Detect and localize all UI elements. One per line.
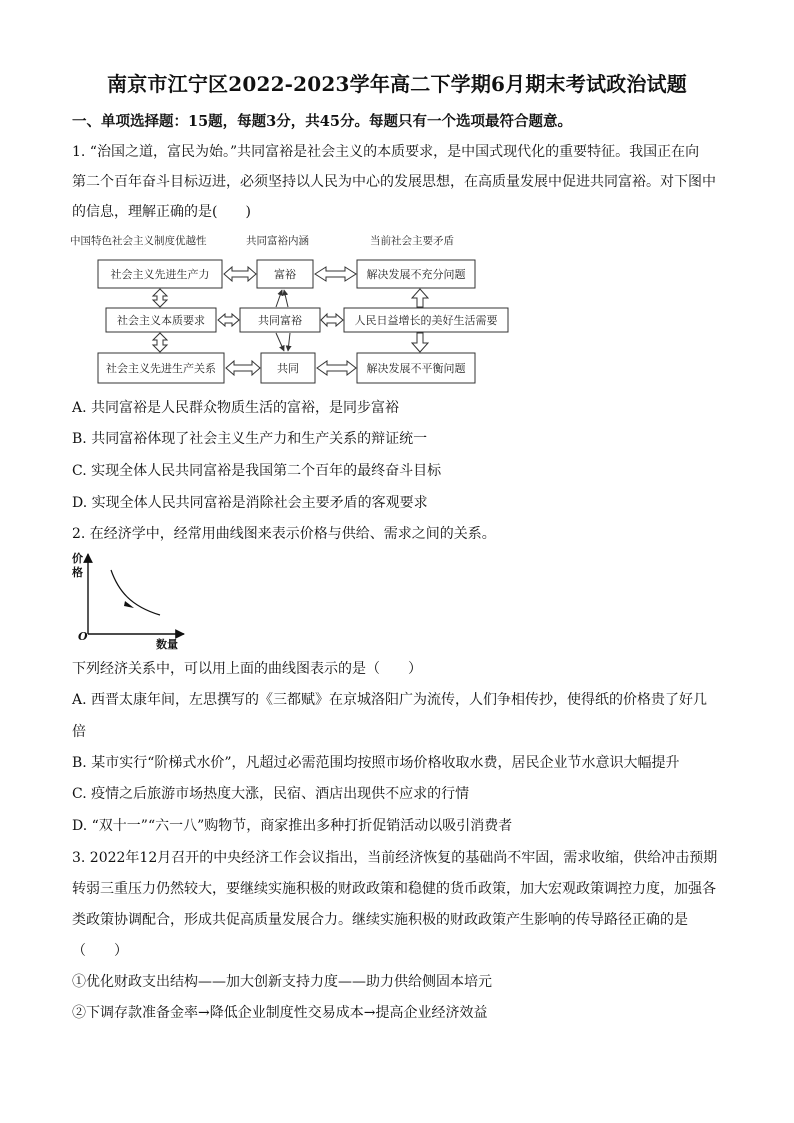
diagram-category-3: 当前社会主要矛盾: [370, 235, 454, 247]
q2-curve-graph: [68, 548, 193, 652]
graph-y-label-1: 价: [72, 552, 83, 565]
q1-option-a[interactable]: A. 共同富裕是人民群众物质生活的富裕，是同步富裕: [72, 400, 400, 416]
q1-stem-line-1: 1. “治国之道，富民为始。”共同富裕是社会主义的本质要求，是中国式现代化的重要特征。我国正在向: [72, 144, 700, 160]
box-right-mid-label: 人民日益增长的美好生活需要: [354, 314, 498, 327]
q2-option-d[interactable]: D. “双十一”“六一八”购物节，商家推出多种打折促销活动以吸引消费者: [72, 818, 513, 834]
q1-diagram: [70, 232, 520, 388]
q3-answer-blank: （ ）: [72, 943, 128, 959]
graph-demand-curve: [111, 570, 160, 615]
q1-stem-line-3: 的信息，理解正确的是( ): [72, 204, 251, 220]
q1-option-b[interactable]: B. 共同富裕体现了社会主义生产力和生产关系的辩证统一: [72, 431, 428, 447]
q3-item-2[interactable]: ②下调存款准备金率→降低企业制度性交易成本→提高企业经济效益: [72, 1005, 488, 1021]
graph-x-label: 数量: [156, 638, 178, 651]
q2-question: 下列经济关系中，可以用上面的曲线图表示的是（ ）: [72, 661, 422, 677]
diagram-category-2: 共同富裕内涵: [246, 235, 309, 247]
q2-stem: 2. 在经济学中，经常用曲线图来表示价格与供给、需求之间的关系。: [72, 526, 496, 542]
q2-option-b[interactable]: B. 某市实行“阶梯式水价”，凡超过必需范围均按照市场价格收取水费，居民企业节水意识大幅提升: [72, 755, 680, 771]
box-mid-top-label: 富裕: [274, 268, 296, 281]
page-title: 南京市江宁区2022-2023学年高二下学期6月期末考试政治试题: [107, 72, 687, 96]
box-mid-mid-label: 共同富裕: [258, 314, 302, 327]
section-heading: 一、单项选择题：15题，每题3分，共45分。每题只有一个选项最符合题意。: [72, 113, 572, 130]
graph-origin: O: [78, 630, 88, 643]
graph-y-label-2: 格: [72, 566, 83, 579]
q3-stem-line-1: 3. 2022年12月召开的中央经济工作会议指出，当前经济恢复的基础尚不牢固，需求收缩，供给冲击预期: [72, 850, 718, 866]
box-mid-bot-label: 共同: [277, 362, 299, 375]
box-left-bot-label: 社会主义先进生产关系: [106, 362, 216, 375]
q1-stem-line-2: 第二个百年奋斗目标迈进，必须坚持以人民为中心的发展思想，在高质量发展中促进共同富裕。对下图中: [72, 174, 716, 190]
q2-option-a-cont[interactable]: 倍: [72, 724, 86, 740]
q3-item-1[interactable]: ①优化财政支出结构——加大创新支持力度——助力供给侧固本培元: [72, 974, 492, 990]
q1-option-d[interactable]: D. 实现全体人民共同富裕是消除社会主要矛盾的客观要求: [72, 495, 428, 511]
q1-option-c[interactable]: C. 实现全体人民共同富裕是我国第二个百年的最终奋斗目标: [72, 463, 442, 479]
q3-stem-line-3: 类政策协调配合，形成共促高质量发展合力。继续实施积极的财政政策产生影响的传导路径正确的是: [72, 912, 688, 928]
box-right-top-label: 解决发展不充分问题: [366, 268, 466, 281]
box-left-mid-label: 社会主义本质要求: [117, 314, 205, 327]
diagram-category-1: 中国特色社会主义制度优越性: [70, 235, 207, 247]
q2-option-c[interactable]: C. 疫情之后旅游市场热度大涨，民宿、酒店出现供不应求的行情: [72, 786, 470, 802]
box-left-top-label: 社会主义先进生产力: [110, 268, 210, 281]
q3-stem-line-2: 转弱三重压力仍然较大，要继续实施积极的财政政策和稳健的货币政策，加大宏观政策调控力度，加强各: [72, 881, 716, 897]
box-right-bot-label: 解决发展不平衡问题: [366, 362, 466, 375]
q2-option-a[interactable]: A. 西晋太康年间，左思撰写的《三都赋》在京城洛阳广为流传，人们争相传抄，使得纸的价格贵了好几: [72, 692, 708, 708]
